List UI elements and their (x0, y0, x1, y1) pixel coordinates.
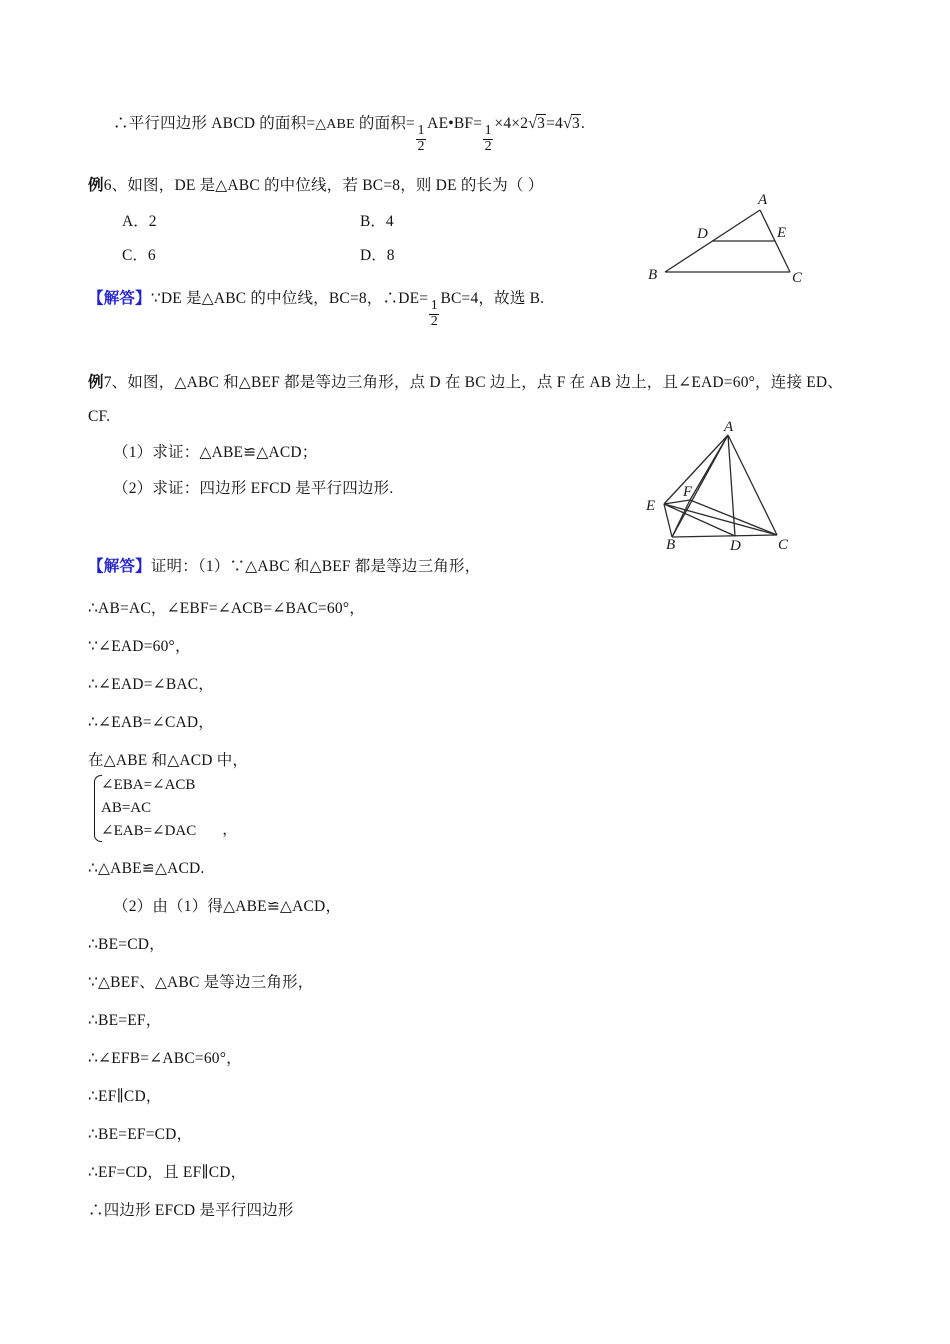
example7-step-4: ∴∠EAB=∠CAD， (88, 714, 215, 731)
example7-number-prefix: 例 (88, 374, 104, 391)
example7-question-1: （1）求证：△ABE≌△ACD； (113, 444, 318, 461)
top-formula-times: ×4×2 (494, 115, 529, 132)
top-formula-triangle-abe: △ABE (315, 117, 355, 132)
example7-step-5: 在△ABE 和△ACD 中， (88, 752, 249, 769)
example6-solution-part1: ∵DE 是△ABC 的中位线，BC=8，∴DE= (150, 290, 429, 307)
example7-stem-line1 (88, 372, 843, 394)
label-c: C (778, 537, 789, 553)
option-value: 8 (386, 247, 395, 264)
option-key: C． (122, 247, 148, 264)
top-formula-prefix: ∴平行四边形 ABCD 的面积= (113, 115, 316, 132)
option-key: D． (360, 247, 387, 264)
label-e: E (646, 498, 656, 514)
example7-step-11: ∴∠EFB=∠ABC=60°， (88, 1050, 242, 1067)
answer-label: 【解答】 (88, 290, 151, 307)
label-b: B (648, 267, 658, 283)
fraction-one-half-c (429, 299, 439, 329)
label-b: B (666, 537, 676, 553)
fraction-numerator: 1 (484, 123, 492, 139)
segment-fb (672, 500, 690, 537)
example7-stem-text: 如图，△ABC 和△BEF 都是等边三角形，点 D 在 BC 边上，点 F 在 AB 边上，且∠EAD=60°，连接 ED、 (127, 374, 843, 391)
example6-option-b[interactable] (360, 211, 394, 233)
fraction-denominator: 2 (430, 313, 438, 329)
radical-radicand: 3 (537, 115, 546, 132)
example7-step-3: ∴∠EAD=∠BAC， (88, 676, 215, 693)
option-key: A． (122, 213, 149, 230)
system-trailing-comma: ， (222, 822, 238, 838)
example7-step-8: ∴BE=CD， (88, 936, 165, 953)
label-a: A (724, 419, 734, 435)
fraction-denominator: 2 (417, 138, 425, 154)
radical-sqrt-3-a (528, 113, 546, 135)
example7-step-1: ∴AB=AC，∠EBF=∠ACB=∠BAC=60°， (88, 600, 365, 617)
top-formula-equals: =4 (546, 115, 564, 132)
example6-figure (640, 182, 820, 287)
example7-step-15: ∴四边形 EFCD 是平行四边形 (88, 1202, 294, 1219)
top-formula-mid: 的面积= (354, 115, 415, 132)
label-c: C (792, 270, 803, 286)
example6-option-d[interactable] (360, 245, 394, 267)
option-value: 6 (147, 247, 156, 264)
system-row-2: AB=AC (101, 800, 152, 816)
label-a: A (758, 192, 768, 208)
radical-symbol: √ (528, 115, 538, 132)
top-formula-ae-bf: AE•BF= (427, 115, 483, 132)
example7-solution-intro (88, 556, 480, 578)
example6-stem (88, 175, 543, 197)
fraction-one-half-b (483, 124, 493, 154)
segment-ad (728, 435, 735, 536)
label-d: D (697, 226, 708, 242)
option-key: B． (360, 213, 386, 230)
example6-stem-text: 如图，DE 是△ABC 的中位线，若 BC=8，则 DE 的长为（ ） (127, 177, 544, 194)
example7-solution-intro-text: 证明：（1）∵△ABC 和△BEF 都是等边三角形， (150, 558, 481, 575)
radical-symbol: √ (563, 115, 572, 132)
example7-step-10: ∴BE=EF， (88, 1012, 162, 1029)
example6-solution-part2: BC=4，故选 B. (440, 290, 545, 307)
system-row-3: ∠EAB=∠DAC (101, 823, 197, 839)
label-e: E (777, 225, 787, 241)
example7-step-7: （2）由（1）得△ABE≌△ACD， (113, 898, 342, 915)
option-value: 2 (148, 213, 157, 230)
fraction-one-half-a (416, 124, 426, 154)
segment-bc (672, 535, 777, 537)
system-row-1: ∠EBA=∠ACB (101, 777, 196, 793)
example6-option-c[interactable] (122, 245, 156, 267)
fraction-numerator: 1 (430, 298, 438, 314)
segment-af (690, 435, 728, 500)
example6-solution (88, 288, 544, 329)
fraction-denominator: 2 (484, 138, 492, 154)
radical-sqrt-3-b (563, 113, 581, 135)
example6-number-prefix: 例 (88, 177, 104, 194)
example6-option-a[interactable] (122, 211, 156, 233)
top-formula-line (113, 113, 585, 154)
radical-radicand: 3 (572, 115, 580, 132)
fraction-numerator: 1 (417, 123, 425, 139)
example7-stem-line2: CF. (88, 408, 111, 425)
label-f: F (683, 484, 693, 500)
example7-step-12: ∴EF∥CD， (88, 1088, 162, 1105)
left-brace-icon (88, 774, 101, 843)
example7-congruence-system (88, 774, 237, 843)
option-value: 4 (385, 213, 394, 230)
answer-label: 【解答】 (88, 558, 151, 575)
example7-question-2: （2）求证：四边形 EFCD 是平行四边形. (113, 480, 394, 497)
example7-step-6: ∴△ABE≌△ACD. (88, 860, 205, 877)
example6-number: 6、 (103, 177, 128, 194)
segment-ac (728, 435, 777, 535)
segment-be (664, 504, 672, 537)
example7-step-2: ∵∠EAD=60°， (88, 638, 191, 655)
label-d: D (730, 538, 741, 553)
example7-figure (638, 418, 808, 553)
example7-step-13: ∴BE=EF=CD， (88, 1126, 193, 1143)
example7-step-9: ∵△BEF、△ABC 是等边三角形， (88, 974, 314, 991)
system-rows (101, 774, 196, 843)
example7-number: 7、 (103, 374, 128, 391)
top-formula-period: . (580, 115, 586, 132)
example7-step-14: ∴EF=CD，且 EF∥CD， (88, 1164, 247, 1181)
